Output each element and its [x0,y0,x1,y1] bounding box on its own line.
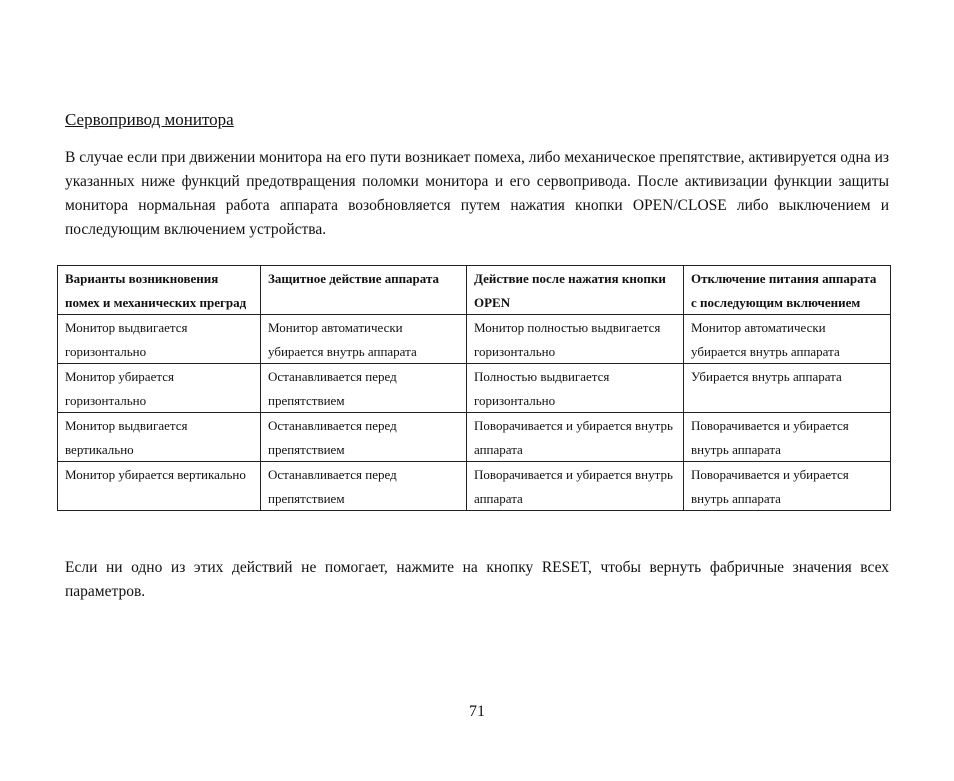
table-cell: Монитор убирается вертикально [58,462,261,511]
table-cell: Поворачивается и убирается внутрь аппарата [684,413,891,462]
table-cell: Монитор убирается горизонтально [58,364,261,413]
table-cell: Монитор выдвигается горизонтально [58,315,261,364]
table-cell: Монитор автоматически убирается внутрь аппарата [261,315,467,364]
outro-paragraph: Если ни одно из этих действий не помогает, нажмите на кнопку RESET, чтобы вернуть фабричные значения всех параметров. [65,559,889,600]
table-cell: Останавливается перед препятствием [261,413,467,462]
header-cell-situation: Варианты возникновения помех и механических преград [58,266,261,315]
header-cell-protective-action: Защитное действие аппарата [261,266,467,315]
table-cell: Монитор автоматически убирается внутрь аппарата [684,315,891,364]
table-cell: Убирается внутрь аппарата [684,364,891,413]
protection-table [57,265,891,511]
intro-paragraph: В случае если при движении монитора на его пути возникает помеха, либо механическое препятствие, активируется одна из указанных ниже функций предотвращения поломки монитора и его сервопривода. После активизации функции защиты монитора нормальная работа аппарата возобновляется путем нажатия кнопки OPEN/CLOSE либо выключением и последующим включением устройства. [65,149,889,238]
header-cell-power-cycle: Отключение питания аппарата с последующим включением [684,266,891,315]
section-title: Сервопривод монитора [65,110,234,129]
table-cell: Поворачивается и убирается внутрь аппарата [467,462,684,511]
table-cell: Поворачивается и убирается внутрь аппарата [684,462,891,511]
table-cell: Поворачивается и убирается внутрь аппарата [467,413,684,462]
table-row [58,364,891,413]
table-cell: Останавливается перед препятствием [261,462,467,511]
table-cell: Останавливается перед препятствием [261,364,467,413]
table-cell: Монитор полностью выдвигается горизонтально [467,315,684,364]
table-cell: Монитор выдвигается вертикально [58,413,261,462]
table-row [58,315,891,364]
table-row [58,413,891,462]
table-header-row [58,266,891,315]
page-number: 71 [469,703,485,720]
header-cell-after-open: Действие после нажатия кнопки OPEN [467,266,684,315]
table-row [58,462,891,511]
table-cell: Полностью выдвигается горизонтально [467,364,684,413]
